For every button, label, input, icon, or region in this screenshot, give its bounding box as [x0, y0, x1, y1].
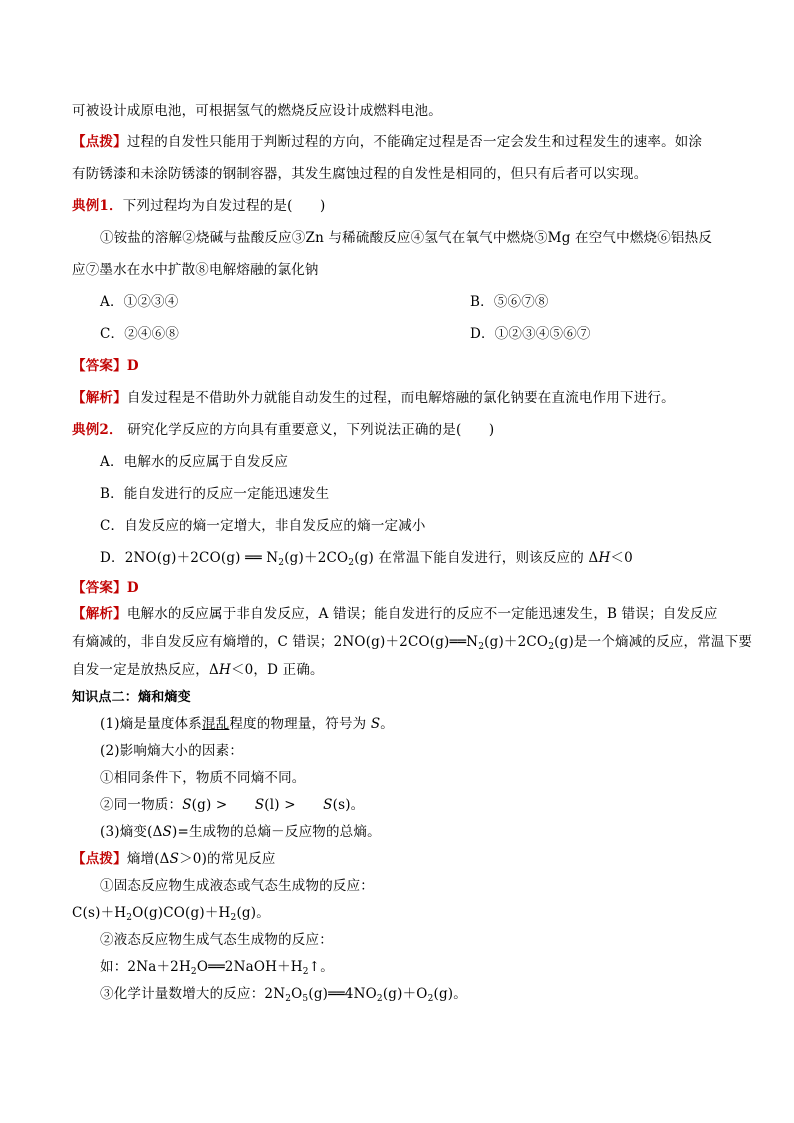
example-1-items: ①铵盐的溶解②烧碱与盐酸反应③Zn 与稀硫酸反应④氢气在氧气中燃烧⑤Mg 在空气中燃烧⑥铝热反 [100, 230, 713, 246]
paragraph-line: ②同一物质：S(g) > S(l) > S(s)。 [100, 797, 365, 813]
option-a: A．电解水的反应属于自发反应 [100, 454, 289, 470]
paragraph-line: 有熵减的，非自发反应有熵增的，C 错误；$2NO(g)+2CO(g)══N_2(g)+2CO_2(g)$是一个熵减的反应，常温下要 [72, 634, 753, 652]
example-1-items: 应⑦墨水在水中扩散⑧电解熔融的氯化钠 [72, 262, 319, 278]
equation-line: ③化学计量数增大的反应：$2N_2O_5(g)══4NO_2(g)+O_2(g)$。 [100, 986, 467, 1004]
tip-tag: 【点拨】 [72, 134, 127, 150]
equation-line: $C(s)+H_2O(g)CO(g)+H_2(g)$。 [72, 905, 270, 923]
tip-paragraph: 【点拨】熵增(ΔS＞0)的常见反应 [72, 851, 276, 867]
answer-2 [72, 578, 139, 598]
explanation-tag: 【解析】 [72, 390, 127, 406]
paragraph-line: ①固态反应物生成液态或气态生成物的反应： [100, 878, 374, 894]
option-b: B．能自发进行的反应一定能迅速发生 [100, 486, 330, 502]
explanation-1: 【解析】自发过程是不借助外力就能自动发生的过程，而电解熔融的氯化钠要在直流电作用下进行。 [72, 390, 675, 406]
paragraph-line: (3)熵变(ΔS)=生成物的总熵－反应物的总熵。 [100, 824, 381, 840]
example-tag: 典例1． [72, 198, 123, 214]
tip-paragraph: 【点拨】过程的自发性只能用于判断过程的方向，不能确定过程是否一定会发生和过程发生的速率。如涂 [72, 134, 703, 150]
explanation-2: 【解析】电解水的反应属于非自发反应，A 错误；能自发进行的反应不一定能迅速发生，B 错误；自发反应 [72, 606, 718, 622]
answer-tag: 【答案】 [72, 580, 127, 596]
paragraph-line: 可被设计成原电池，可根据氢气的燃烧反应设计成燃料电池。 [72, 103, 442, 119]
option-b: B．⑤⑥⑦⑧ [470, 294, 549, 310]
example-tag: 典例2． [72, 422, 123, 438]
answer-value: D [126, 358, 139, 374]
paragraph-line: 有防锈漆和未涂防锈漆的钢制容器，其发生腐蚀过程的自发性是相同的，但只有后者可以实现。 [72, 166, 648, 182]
paragraph-line: (2)影响熵大小的因素： [100, 743, 244, 759]
option-c: C．自发反应的熵一定增大，非自发反应的熵一定减小 [100, 518, 426, 534]
paragraph-line: ②液态反应物生成气态生成物的反应： [100, 932, 333, 948]
answer-value: D [126, 580, 139, 596]
section-heading: 知识点二：熵和熵变 [72, 690, 191, 705]
equation-line: 如：$2Na+2H_2O══2NaOH+H_2↑$。 [100, 959, 334, 977]
explanation-tag: 【解析】 [72, 606, 127, 622]
option-d: D．①②③④⑤⑥⑦ [470, 326, 591, 342]
tip-tag: 【点拨】 [72, 851, 127, 867]
option-d: D．2NO(g)＋2CO(g) ══ $N_2(g)+2CO_2(g)$ 在常温下能自发进行，则该反应的 ΔH＜0 [100, 550, 633, 568]
paragraph-line: (1)熵是量度体系混乱程度的物理量，符号为 S。 [100, 716, 394, 732]
example-2-question: 典例2． 研究化学反应的方向具有重要意义，下列说法正确的是( ) [72, 422, 495, 438]
paragraph-line: 自发一定是放热反应，ΔH＜0，D 正确。 [72, 662, 324, 678]
option-c: C．②④⑥⑧ [100, 326, 180, 342]
example-1-question: 典例1．下列过程均为自发过程的是( ) [72, 198, 326, 214]
answer-1 [72, 356, 139, 376]
paragraph-line: ①相同条件下，物质不同熵不同。 [100, 770, 306, 786]
answer-tag: 【答案】 [72, 358, 127, 374]
option-a: A．①②③④ [100, 294, 179, 310]
